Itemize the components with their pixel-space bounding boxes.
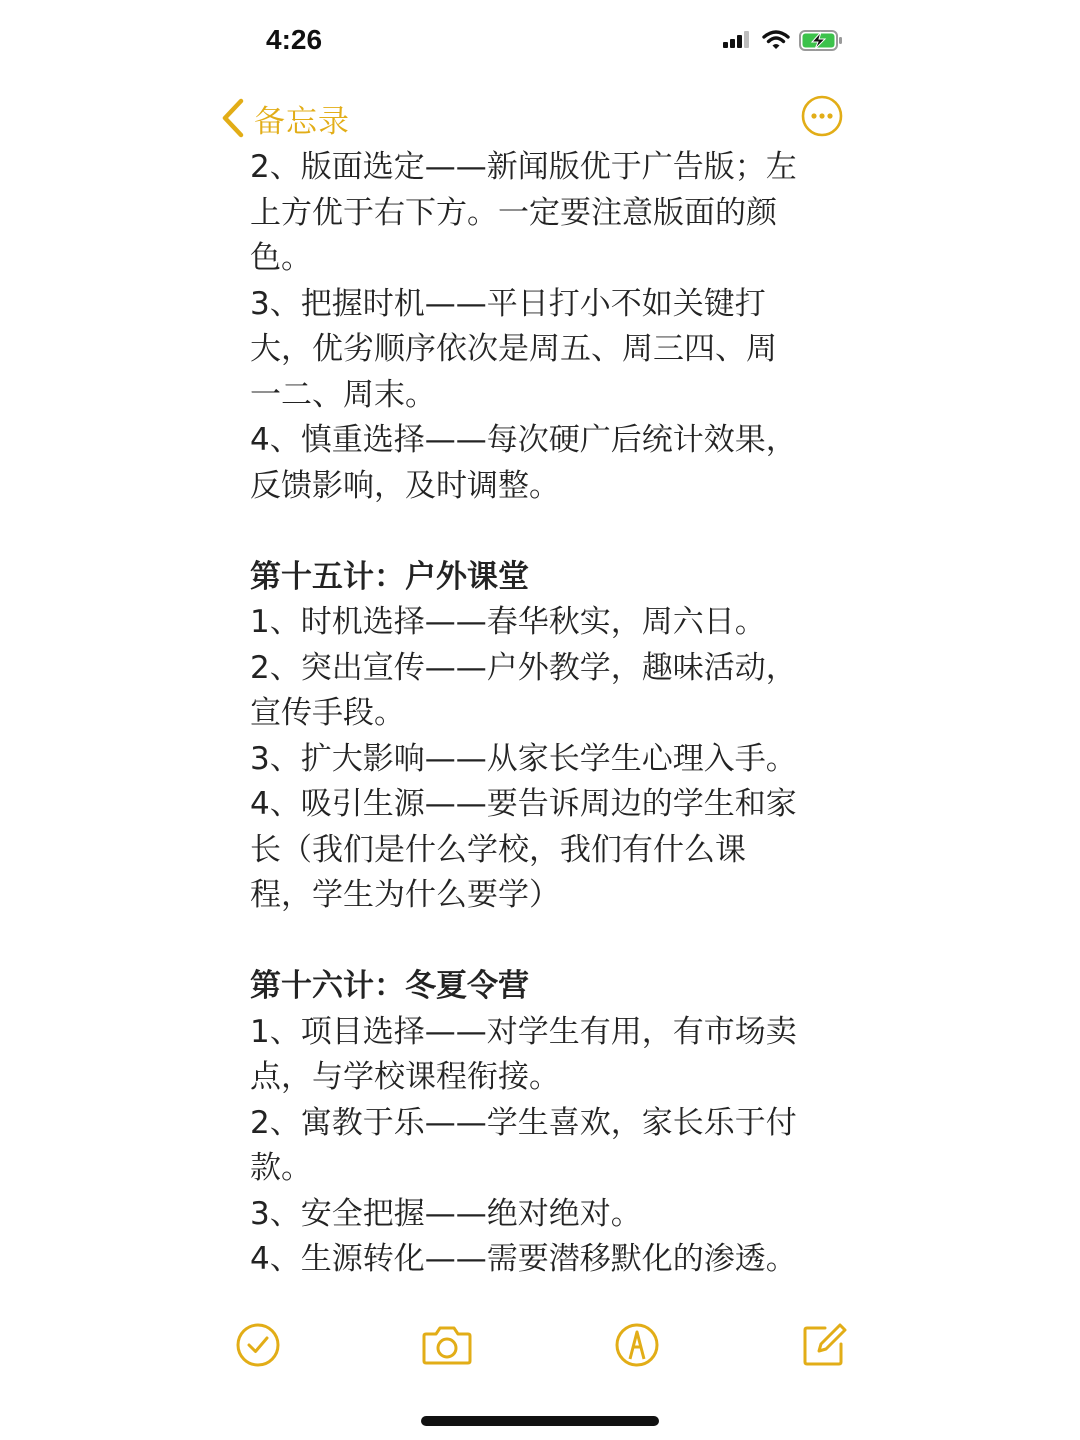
status-time: 4:26 bbox=[266, 24, 323, 55]
more-icon[interactable] bbox=[801, 95, 843, 137]
compose-icon[interactable] bbox=[797, 1318, 851, 1372]
note-line: 1、时机选择——春华秋实，周六日。 bbox=[250, 604, 766, 640]
status-bar bbox=[0, 0, 1080, 80]
note-blank-line bbox=[250, 509, 825, 555]
home-indicator bbox=[421, 1416, 659, 1426]
note-line: 1、项目选择——对学生有用，有市场卖 bbox=[250, 1013, 797, 1050]
status-icons bbox=[720, 28, 845, 54]
cellular-signal-icon bbox=[723, 31, 749, 48]
checklist-icon[interactable] bbox=[231, 1318, 285, 1372]
note-heading: 第十六计：冬夏令营 bbox=[250, 968, 529, 1004]
note-line: 4、慎重选择——每次硬广后统计效果， bbox=[250, 422, 797, 458]
note-line: 4、生源转化——需要潜移默化的渗透。 bbox=[250, 1241, 797, 1277]
note-line: 大，优劣顺序依次是周五、周三四、周 bbox=[250, 331, 777, 367]
note-line: 程，学生为什么要学） bbox=[250, 877, 560, 913]
note-line: 宣传手段。 bbox=[250, 695, 405, 731]
note-line: 款。 bbox=[250, 1150, 312, 1186]
note-line: 2、版面选定——新闻版优于广告版；左 bbox=[250, 149, 797, 185]
note-body[interactable] bbox=[250, 145, 825, 1283]
battery-charging-icon bbox=[800, 31, 842, 50]
note-line: 2、寓教于乐——学生喜欢，家长乐于付 bbox=[250, 1104, 797, 1141]
back-label: 备忘录 bbox=[254, 103, 350, 140]
back-button[interactable] bbox=[220, 96, 350, 140]
note-line: 2、突出宣传——户外教学，趣味活动， bbox=[250, 649, 797, 686]
note-line: 点，与学校课程衔接。 bbox=[250, 1059, 560, 1095]
note-line: 色。 bbox=[250, 240, 312, 276]
nav-bar bbox=[0, 88, 1080, 148]
note-line: 一二、周末。 bbox=[250, 376, 436, 413]
note-heading: 第十五计：户外课堂 bbox=[250, 558, 529, 595]
note-line: 长（我们是什么学校，我们有什么课 bbox=[250, 831, 746, 868]
note-line: 4、吸引生源——要告诉周边的学生和家 bbox=[250, 786, 797, 822]
note-line: 3、扩大影响——从家长学生心理入手。 bbox=[250, 740, 797, 777]
note-line: 反馈影响，及时调整。 bbox=[250, 467, 560, 504]
note-line: 3、把握时机——平日打小不如关键打 bbox=[250, 285, 766, 322]
wifi-icon bbox=[764, 32, 788, 49]
note-blank-line bbox=[250, 919, 825, 965]
bottom-toolbar bbox=[0, 1318, 1080, 1378]
camera-icon[interactable] bbox=[420, 1318, 474, 1372]
chevron-left-icon bbox=[220, 98, 246, 138]
markup-icon[interactable] bbox=[610, 1318, 664, 1372]
note-line: 3、安全把握——绝对绝对。 bbox=[250, 1195, 642, 1232]
note-line: 上方优于右下方。一定要注意版面的颜 bbox=[250, 194, 777, 231]
